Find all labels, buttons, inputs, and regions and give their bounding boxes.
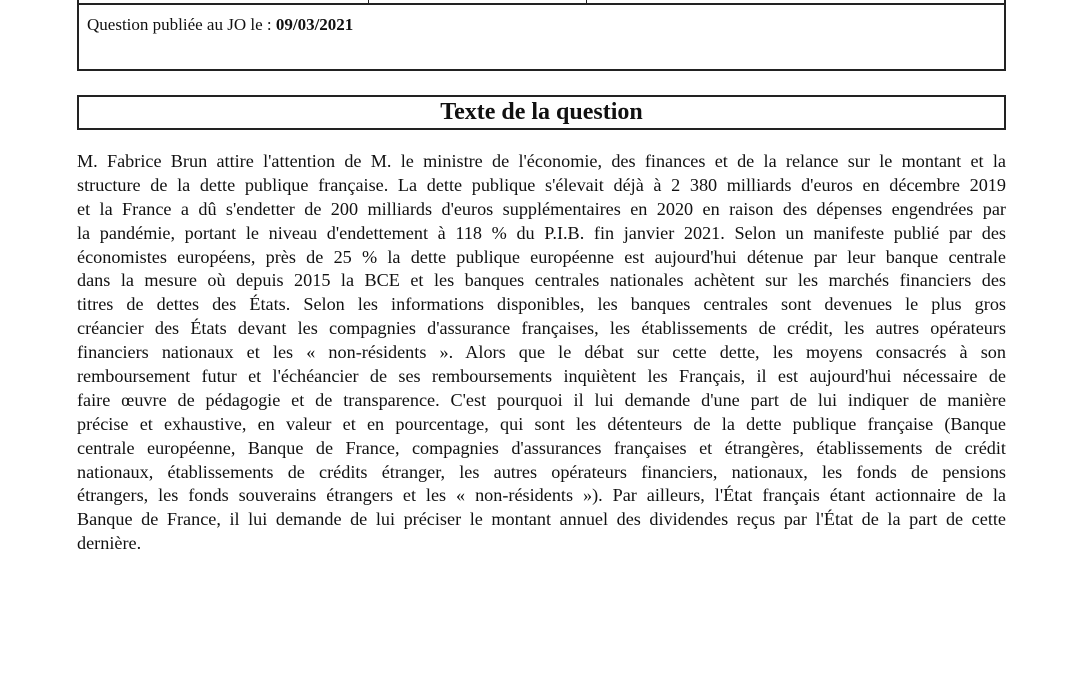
question-text-line: faire œuvre de pédagogie et de transparence. C'est pourquoi il lui demande d'une part de lui indiquer de manière bbox=[77, 389, 1006, 410]
question-text-line: nationaux, établissements de crédits étranger, les autres opérateurs financiers, nationaux, les fonds de pensions bbox=[77, 461, 1006, 482]
question-text-line: remboursement futur et l'échéancier de ses remboursements inquiètent les Français, il est aujourd'hui nécessaire de bbox=[77, 366, 1006, 387]
question-text-line: la pandémie, portant le niveau d'endettement à 118 % du P.I.B. fin janvier 2021. Selon un manifeste publié par des bbox=[77, 222, 1006, 243]
publication-label: Question publiée au JO le : bbox=[87, 15, 276, 34]
question-text-line: dans la mesure où depuis 2015 la BCE et les banques centrales nationales achètent sur les marchés financiers des bbox=[77, 270, 1006, 291]
publication-date: 09/03/2021 bbox=[275, 15, 354, 34]
question-text-line: étrangers, les fonds souverains étrangers et les « non-résidents »). Par ailleurs, l'État français étant actionnaire de la bbox=[77, 485, 1006, 506]
question-text-line: centrale européenne, Banque de France, compagnies d'assurances françaises et étrangères, établissements de crédit bbox=[77, 437, 1006, 458]
question-text-line: précise et exhaustive, en valeur et en pourcentage, qui sont les détenteurs de la dette publique française (Banque bbox=[77, 413, 1006, 434]
question-text-line: titres de dettes des États. Selon les informations disponibles, les banques centrales sont devenues le plus gros bbox=[77, 294, 1006, 315]
question-text-line: Banque de France, il lui demande de lui préciser le montant annuel des dividendes reçus par l'État de la part de cette bbox=[77, 509, 1006, 530]
section-title-box bbox=[77, 95, 1006, 130]
question-text-line: structure de la dette publique française. La dette publique s'élevait déjà à 2 380 milliards d'euros en décembre 2019 bbox=[77, 174, 1006, 195]
question-text-line: dernière. bbox=[77, 533, 142, 554]
table-column-divider bbox=[368, 0, 369, 3]
question-text bbox=[77, 150, 1006, 556]
section-title: Texte de la question bbox=[440, 99, 643, 125]
question-text-line: économistes européens, près de 25 % la dette publique européenne est aujourd'hui détenue par leur banque centrale bbox=[77, 246, 1006, 267]
question-text-line: et la France a dû s'endetter de 200 milliards d'euros supplémentaires en 2020 en raison des dépenses engendrées par bbox=[77, 198, 1006, 219]
publication-info-box bbox=[77, 4, 1006, 71]
question-text-line: financiers nationaux et les « non-résidents ». Alors que le débat sur cette dette, les moyens consacrés à son bbox=[77, 342, 1006, 363]
question-text-line: M. Fabrice Brun attire l'attention de M. le ministre de l'économie, des finances et de la relance sur le montant et la bbox=[77, 151, 1006, 171]
table-column-divider bbox=[586, 0, 587, 3]
question-text-line: créancier des États devant les compagnies d'assurance françaises, les établissements de crédit, les autres opérateurs bbox=[77, 318, 1006, 339]
